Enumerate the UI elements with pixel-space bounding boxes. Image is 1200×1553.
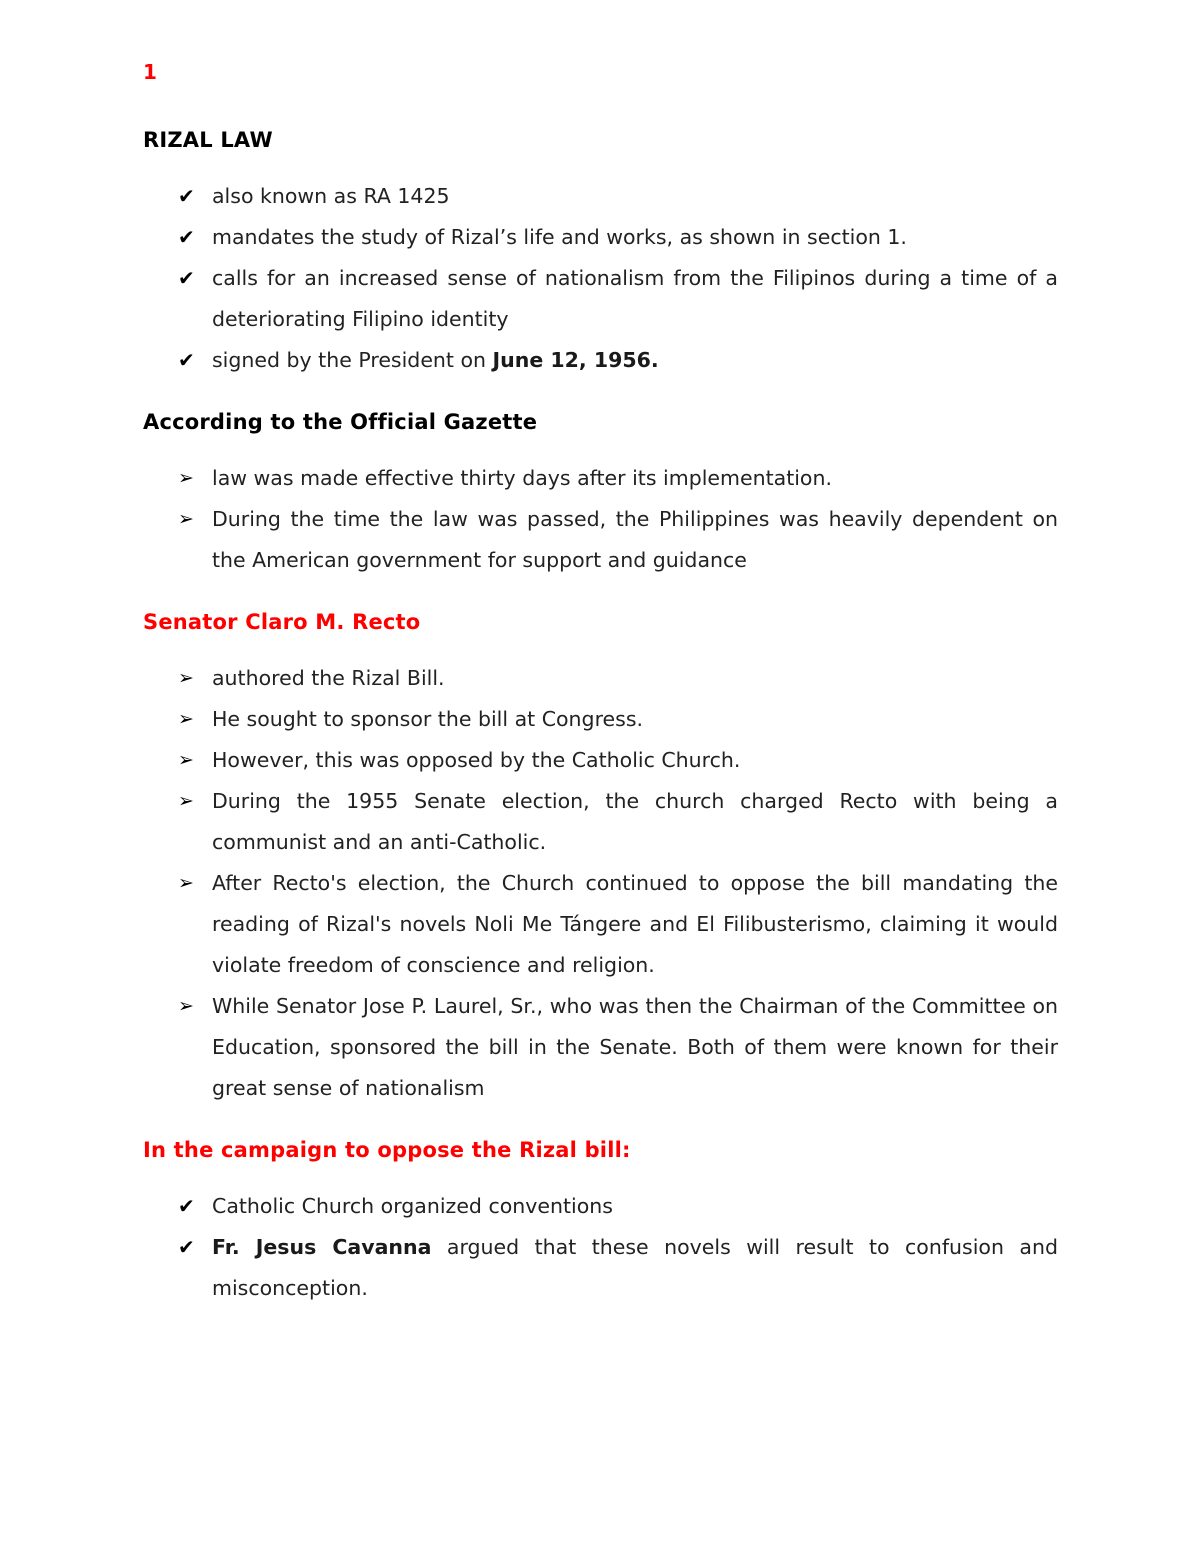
list-item-text: He sought to sponsor the bill at Congress. — [212, 707, 644, 731]
list-item — [143, 658, 1058, 699]
list-item — [143, 258, 1058, 340]
list-item-text: also known as RA 1425 — [212, 184, 450, 208]
arrow-bullet-icon: ➢ — [178, 508, 194, 530]
document-content — [143, 126, 1058, 1309]
check-icon: ✔ — [178, 1194, 195, 1218]
check-icon: ✔ — [178, 348, 195, 372]
bullet-list — [143, 658, 1058, 1109]
list-item — [143, 217, 1058, 258]
section-official-gazette — [143, 408, 1058, 436]
check-icon: ✔ — [178, 184, 195, 208]
list-item — [143, 458, 1058, 499]
check-icon: ✔ — [178, 266, 195, 290]
bullet-list — [143, 176, 1058, 381]
arrow-bullet-icon: ➢ — [178, 749, 194, 771]
list-item — [143, 740, 1058, 781]
bullet-list — [143, 1186, 1058, 1309]
page-number: 1 — [143, 60, 157, 84]
list-item — [143, 1227, 1058, 1309]
list-item — [143, 176, 1058, 217]
section-senator-claro-recto — [143, 608, 1058, 636]
list-item-text — [212, 340, 1058, 381]
arrow-bullet-icon: ➢ — [178, 872, 194, 894]
bullet-list — [143, 458, 1058, 581]
section-heading: RIZAL LAW — [143, 128, 273, 152]
list-item — [143, 699, 1058, 740]
list-item-text: mandates the study of Rizal’s life and works, as shown in section 1. — [212, 225, 907, 249]
arrow-bullet-icon: ➢ — [178, 667, 194, 689]
arrow-bullet-icon: ➢ — [178, 467, 194, 489]
section-campaign-oppose — [143, 1136, 1058, 1164]
section-heading: According to the Official Gazette — [143, 410, 538, 434]
arrow-bullet-icon: ➢ — [178, 995, 194, 1017]
list-item — [143, 781, 1058, 863]
list-item-text: calls for an increased sense of nationalism from the Filipinos during a time of a deteriorating Filipino identity — [212, 266, 1058, 331]
list-item-text-pre: signed by the President on — [212, 348, 493, 372]
list-item-text: During the 1955 Senate election, the church charged Recto with being a communist and an anti-Catholic. — [212, 789, 1058, 854]
list-item-text-emphasis: June 12, 1956. — [492, 348, 659, 372]
section-heading: Senator Claro M. Recto — [143, 610, 421, 634]
list-item — [143, 863, 1058, 986]
list-item-text — [212, 1227, 1058, 1309]
list-item-text: During the time the law was passed, the Philippines was heavily dependent on the American government for support and guidance — [212, 507, 1058, 572]
arrow-bullet-icon: ➢ — [178, 790, 194, 812]
section-rizal-law — [143, 126, 1058, 154]
list-item-text: law was made effective thirty days after its implementation. — [212, 466, 832, 490]
check-icon: ✔ — [178, 1235, 195, 1259]
list-item-text: However, this was opposed by the Catholic Church. — [212, 748, 741, 772]
check-icon: ✔ — [178, 225, 195, 249]
list-item — [143, 499, 1058, 581]
list-item-text: authored the Rizal Bill. — [212, 666, 445, 690]
section-heading: In the campaign to oppose the Rizal bill: — [143, 1138, 631, 1162]
list-item — [143, 986, 1058, 1109]
list-item-text: After Recto's election, the Church continued to oppose the bill mandating the reading of Rizal's novels Noli Me Tángere and El Filibusterismo, claiming it would violate freedom of conscience and religion. — [212, 871, 1058, 977]
list-item-text-emphasis: Fr. Jesus Cavanna — [212, 1235, 432, 1259]
arrow-bullet-icon: ➢ — [178, 708, 194, 730]
list-item-text: Catholic Church organized conventions — [212, 1194, 613, 1218]
list-item — [143, 340, 1058, 381]
list-item — [143, 1186, 1058, 1227]
list-item-text-post: argued that these novels will result to confusion and misconception. — [212, 1235, 1058, 1300]
list-item-text: While Senator Jose P. Laurel, Sr., who was then the Chairman of the Committee on Education, sponsored the bill in the Senate. Both of them were known for their great sense of nationalism — [212, 994, 1058, 1100]
